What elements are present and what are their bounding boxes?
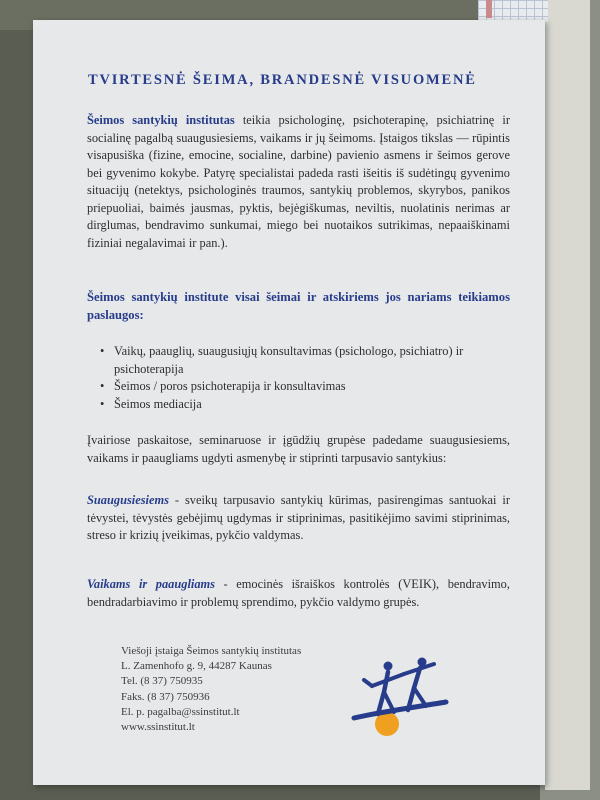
service-label: Vaikų, paauglių, suaugusiųjų konsultavimas (psichologo, psichiatro) ir psichoterapija: [114, 344, 464, 376]
children-paragraph: [87, 576, 510, 611]
services-heading: Šeimos santykių institute visai šeimai ir atskiriems jos nariams teikiamos paslaugos:: [87, 290, 510, 322]
contact-fax: Faks. (8 37) 750936: [121, 690, 210, 703]
contact-website: www.ssinstitut.lt: [121, 721, 195, 734]
page-title: TVIRTESNĖ ŠEIMA, BRANDESNĖ VISUOMENĖ: [88, 72, 477, 88]
groups-intro: Įvairiose paskaitose, seminaruose ir įgūdžių grupėse padedame suaugusiesiems, vaikams ir paaugliams ugdyti asmenybę ir stiprinti tarpusavio santykius:: [87, 433, 510, 465]
services-list: [100, 343, 510, 413]
intro-paragraph: [87, 112, 510, 252]
contact-org: Viešoji įstaiga Šeimos santykių institutas: [121, 645, 302, 657]
contact-phone: Tel. (8 37) 750935: [121, 675, 203, 688]
contact-address: L. Zamenhofo g. 9, 44287 Kaunas: [121, 660, 272, 673]
intro-body: teikia psichologinę, psichoterapinę, psichiatrinę ir socialinę pagalbą suaugusiesiems, vaikams ir jų šeimoms. Įstaigos tikslas — rūpintis visapusiška (fizine, emocine, socialine, darbine) pavienio asmens ir šeimos gerove bei gyvenimo kokybe. Patyrę specialistai padeda rasti išeitis iš sudėtingų gyvenimo situacijų (netektys, psichologinės traumos, santykių problemos, skyrybos, panikos priepuoliai, baimės jausmas, pyktis, bejėgiškumas, neviltis, nuolatinis nerimas ar dirglumas, bendravimo sunkumai, miego bei nuotaikos sutrikimas, nepaaiškinami fiziniai negalavimai ir pan.).: [87, 113, 510, 250]
list-item: [100, 396, 510, 414]
bullet-icon: •: [100, 344, 105, 358]
adults-paragraph: [87, 492, 510, 545]
pink-tab: [486, 0, 492, 18]
intro-lead: Šeimos santykių institutas: [87, 113, 235, 127]
list-item: [100, 343, 510, 378]
children-label: Vaikams ir paaugliams: [87, 577, 215, 591]
service-label: Šeimos mediacija: [114, 396, 202, 411]
bullet-icon: •: [100, 379, 105, 393]
service-label: Šeimos / poros psichoterapija ir konsultavimas: [114, 379, 346, 393]
underlying-paper: [545, 0, 590, 790]
adults-text: - sveikų tarpusavio santykių kūrimas, pasirengimas santuokai ir tėvystei, tėvystės gebėjimų ugdymas ir stiprinimas, pasitikėjimo savimi stiprinimas, streso ir krizių įveikimas, pykčio valdymas.: [87, 493, 510, 542]
bullet-icon: •: [100, 396, 105, 411]
institute-logo-icon: [350, 652, 450, 742]
adults-label: Suaugusiesiems: [87, 493, 169, 507]
list-item: [100, 378, 510, 396]
contact-email: El. p. pagalba@ssinstitut.lt: [121, 705, 240, 718]
children-text: - emocinės išraiškos kontrolės (VEIK), bendravimo, bendradarbiavimo ir problemų sprendimo, pykčio valdymo grupės.: [87, 577, 510, 609]
